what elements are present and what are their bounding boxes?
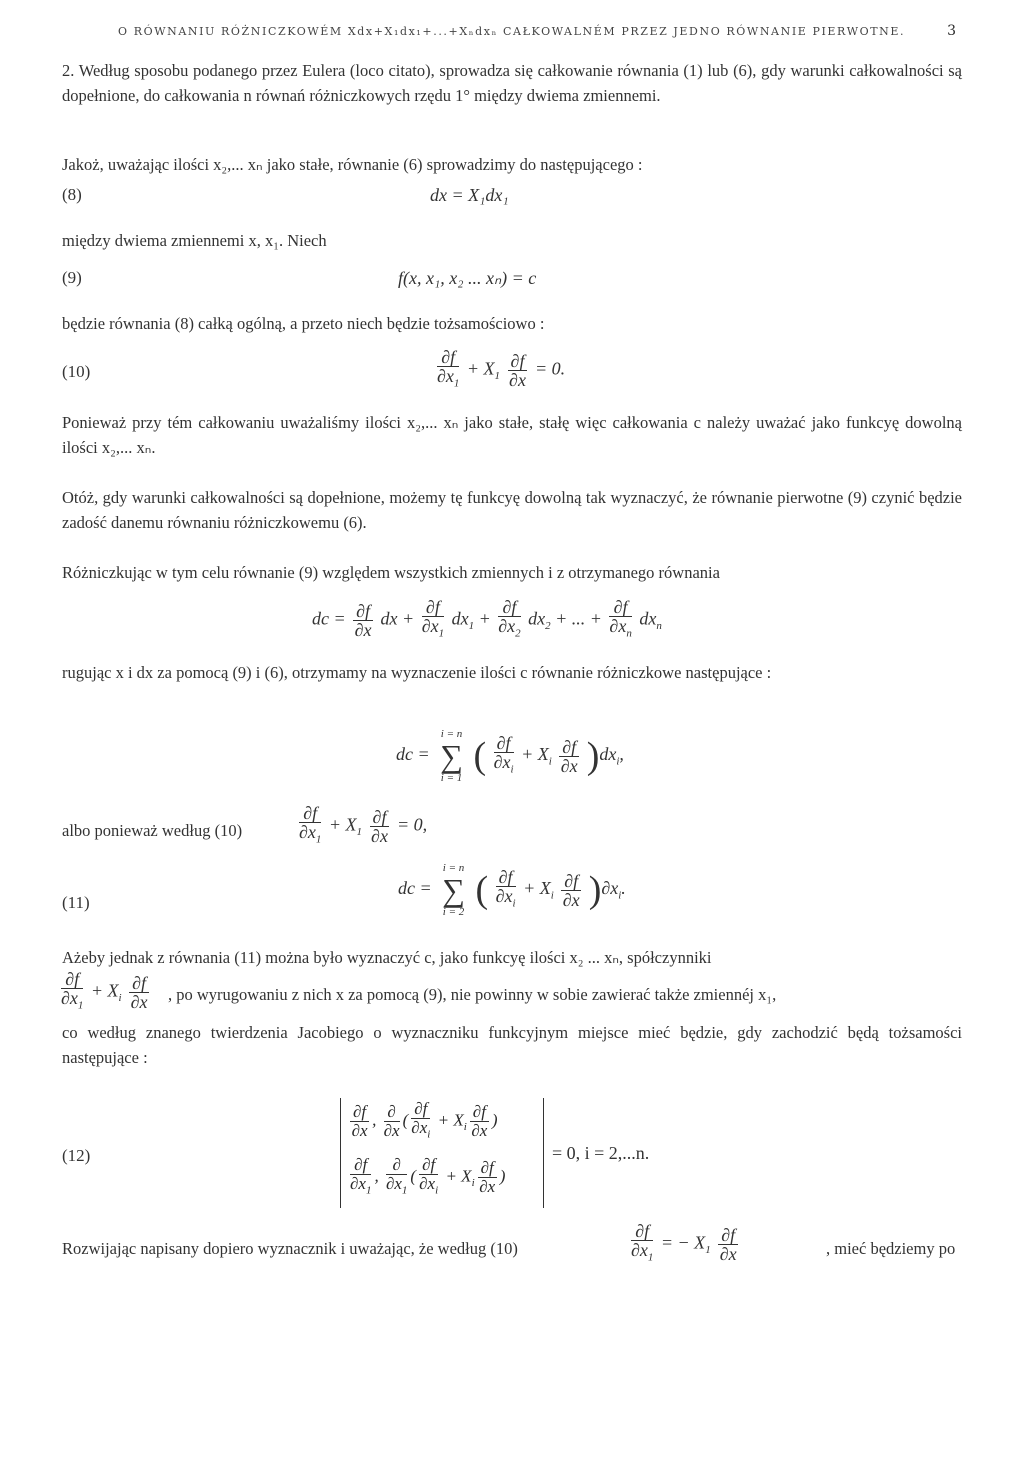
final-condition: $\frac{\partial f}{\partial x_1}$ = − $X_1$ $\frac{\partial f}{\partial x}$ [631, 1221, 737, 1264]
paragraph-2: Jakoż, uważając ilości x₂,... xₙ jako stałe, równanie (6) sprowadzimy do następującego : [62, 155, 643, 174]
paragraph-7: Różniczkując w tym celu równanie (9) względem wszystkich zmiennych i z otrzymanego równania [62, 563, 720, 582]
equation-11: dc = i = n ∑ i = 2 ( $\frac{\partial f}{\partial x_i}$ + $X_i$ $\frac{\partial f}{\partial x}$ )$\partial x_i$. [398, 862, 626, 918]
paragraph-11-tail: , mieć będziemy po [826, 1239, 956, 1258]
equation-10: $\frac{\partial f}{\partial x_1}$ + $X_1$ $\frac{\partial f}{\partial x}$ = 0. [437, 347, 566, 390]
equation-8: dx = X₁dx₁ [430, 185, 509, 205]
equation-number-12: (12) [62, 1146, 91, 1165]
equation-number-11: (11) [62, 893, 90, 912]
determinant-condition: = 0, i = 2,...n. [552, 1143, 650, 1163]
coefficient-expression: $\frac{\partial f}{\partial x_1}$ + $X_i$ $\frac{\partial f}{\partial x}$ [61, 969, 148, 1012]
determinant-row-2: $\frac{\partial f}{\partial x_1}$ , $\frac{\partial}{\partial x_1}$ ( $\frac{\partial f}{\partial x_i}$ + $X_i$ $\frac{\partial f}{\partial x}$ ) [350, 1155, 506, 1197]
paragraph-8: rugując x i dx za pomocą (9) i (6), otrzymamy na wyznaczenie ilości c równanie różniczkowe następujące : [62, 663, 772, 682]
jacobian-determinant [340, 1098, 544, 1208]
paragraph-1: 2. Według sposobu podanego przez Eulera (loco citato), sprowadza się całkowanie równania (1) lub (6), gdy warunki całkowalności są dopełnione, do całkowania n równań różniczkowych rzędu 1° między dwiema zmiennemi. [62, 61, 962, 105]
paragraph-4: będzie równania (8) całką ogólną, a przeto niech będzie tożsamościowo : [62, 314, 545, 333]
paragraph-9: albo ponieważ według (10) [62, 821, 243, 840]
equation-number-10: (10) [62, 362, 91, 381]
determinant-row-1: $\frac{\partial f}{\partial x}$ , $\frac{\partial}{\partial x}$ ( $\frac{\partial f}{\partial x_i}$ + $X_i$ $\frac{\partial f}{\partial x}$ ) [351, 1099, 498, 1141]
page-number: 3 [947, 23, 956, 39]
paragraph-6: Otóż, gdy warunki całkowalności są dopełnione, możemy tę funkcyę dowolną tak wyznaczyć, że równanie pierwotne (9) czynić będzie zadość danemu równaniu różniczkowemu (6). [62, 488, 962, 532]
paragraph-3: między dwiema zmiennemi x, x₁. Niech [62, 231, 327, 250]
paragraph-10c: co według znanego twierdzenia Jacobiego o wyznaczniku funkcyjnym miejsce mieć będzie, gdy zachodzić będą tożsamości następujące : [62, 1023, 962, 1067]
sum-equation: dc = i = n ∑ i = 1 ( $\frac{\partial f}{\partial x_i}$ + $X_i$ $\frac{\partial f}{\partial x}$ )$dx_i$, [396, 728, 624, 784]
differential-equation: dc = $\frac{\partial f}{\partial x}$ dx + $\frac{\partial f}{\partial x_1}$ $dx_1$ + $\frac{\partial f}{\partial x_2}$ $dx_2$ + ... + $\frac{\partial f}{\partial x_n}$ $dx_n$ [312, 597, 662, 640]
paragraph-11: Rozwijając napisany dopiero wyznacznik i uważając, że według (10) [62, 1239, 518, 1258]
equation-9: f(x, x₁, x₂ ... xₙ) = c [398, 268, 537, 288]
condition-equation: $\frac{\partial f}{\partial x_1}$ + $X_1$ $\frac{\partial f}{\partial x}$ = 0, [299, 803, 428, 846]
paragraph-10b: , po wyrugowaniu z nich x za pomocą (9), nie powinny w sobie zawierać także zmiennéj x₁, [168, 985, 777, 1004]
equation-number-8: (8) [62, 185, 82, 204]
equation-number-9: (9) [62, 268, 82, 287]
paragraph-10: Ażeby jednak z równania (11) można było wyznaczyć c, jako funkcyę ilości x₂ ... xₙ, spółczynniki [62, 948, 712, 967]
running-header: O RÓWNANIU RÓŻNICZKOWÉM Xdx+X₁dx₁+...+Xₙdxₙ CAŁKOWALNÉM PRZEZ JEDNO RÓWNANIE PIERWOTNE. [118, 25, 906, 38]
paragraph-5: Ponieważ przy tém całkowaniu uważaliśmy ilości x₂,... xₙ jako stałe, stałę więc całkowania c należy uważać jako funkcyę dowolną ilości x₂,... xₙ. [62, 413, 962, 457]
